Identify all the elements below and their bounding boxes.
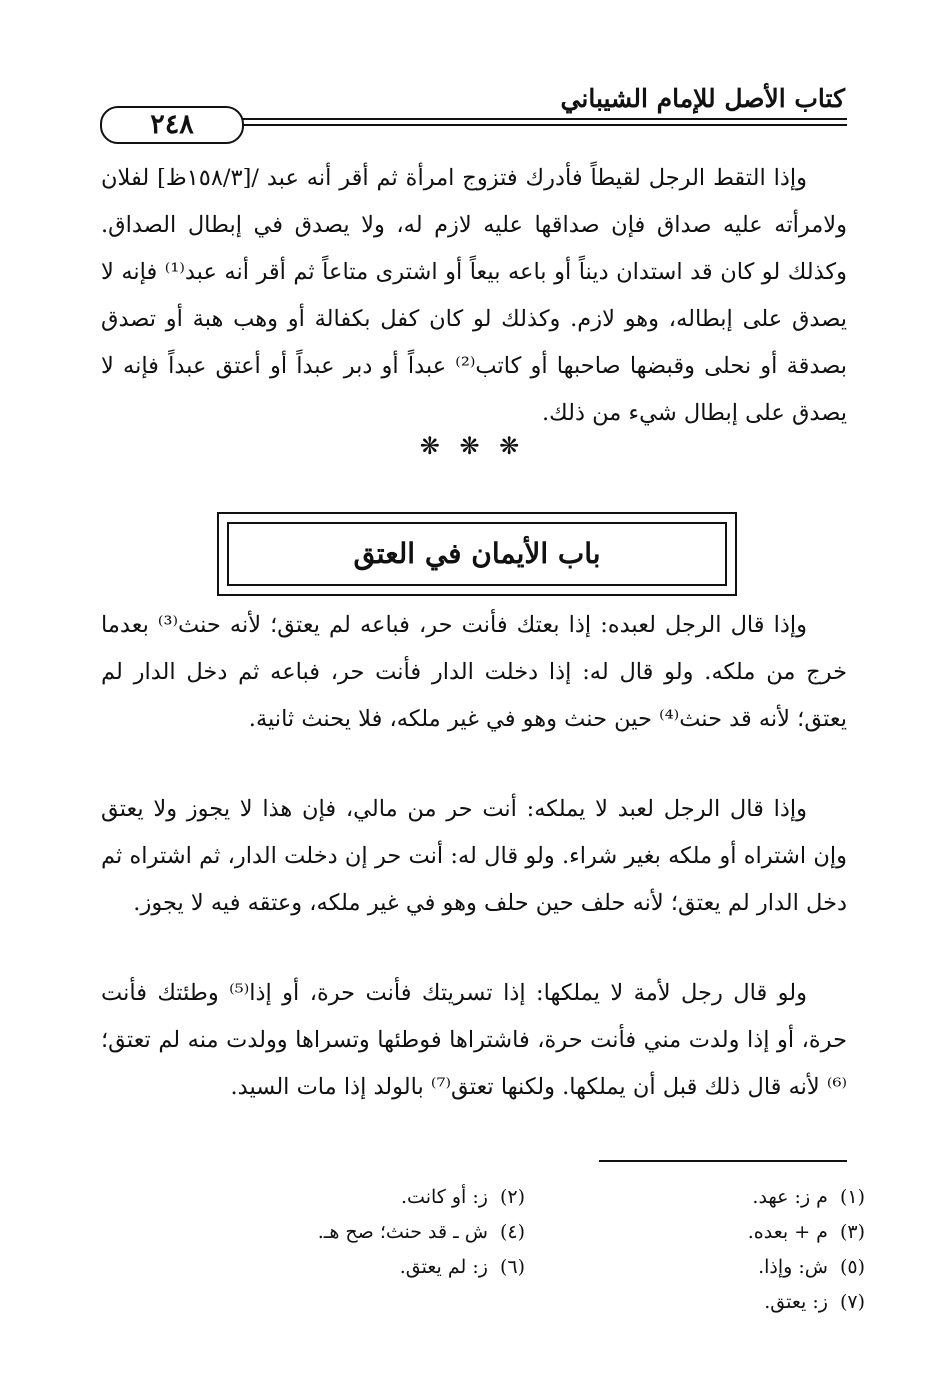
paragraph-3-text: وإذا قال الرجل لعبد لا يملكه: أنت حر من مالي، فإن هذا لا يجوز ولا يعتق وإن اشتراه أو ملكه بغير شراء. ولو قال له: أنت حر إن دخلت الدار، ثم اشتراه ثم دخل الدار لم يعتق؛ لأنه حلف حين حلف وهو في غير ملكه، وعتقه فيه لا يجوز. [101,796,847,916]
footnote-2: (٢)ز: أو كانت. [401,1186,525,1208]
footnote-rule [599,1160,847,1162]
footnote-5: (٥)ش: وإذا. [758,1256,865,1278]
footnote-6: (٦)ز: لم يعتق. [399,1256,525,1278]
footnotes-left-column [185,1180,525,1285]
paragraph-3 [101,786,847,927]
footnotes-right-column [525,1180,865,1320]
paragraph-4-text: ولو قال رجل لأمة لا يملكها: إذا تسريتك فأنت حرة، أو إذا⁽⁵⁾ وطئتك فأنت حرة، أو إذا ولدت مني فأنت حرة، فاشتراها فوطئها وتسراها وولدت منه لم تعتق؛⁽⁶⁾ لأنه قال ذلك قبل أن يملكها. ولكنها تعتق⁽⁷⁾ بالولد إذا مات السيد. [101,980,847,1100]
footnote-4: (٤)ش ـ قد حنث؛ صح هـ. [317,1221,525,1243]
footnote-3: (٣)م + بعده. [747,1221,865,1243]
chapter-title: باب الأيمان في العتق [227,522,727,586]
paragraph-2 [101,602,847,743]
section-separator: ❋ ❋ ❋ [419,432,526,460]
footnote-1: (١)م ز: عهد. [752,1186,865,1208]
chapter-title-frame [217,512,737,596]
paragraph-1 [101,155,847,437]
paragraph-2-text: وإذا قال الرجل لعبده: إذا بعتك فأنت حر، فباعه لم يعتق؛ لأنه حنث⁽³⁾ بعدما خرج من ملكه. ولو قال له: إذا دخلت الدار فأنت حر، فباعه ثم دخل الدار لم يعتق؛ لأنه قد حنث⁽⁴⁾ حين حنث وهو في غير ملكه، فلا يحنث ثانية. [101,612,847,732]
running-title: كتاب الأصل للإمام الشيباني [560,84,845,113]
page-number: ٢٤٨ [100,106,244,144]
paragraph-4 [101,970,847,1111]
footnote-7: (٧)ز: يعتق. [764,1291,865,1313]
paragraph-1-text: وإذا التقط الرجل لقيطاً فأدرك فتزوج امرأة ثم أقر أنه عبد /[١٥٨/٣ظ] لفلان ولامرأته عليه صداق فإن صداقها عليه لازم له، ولا يصدق في إبطال الصداق. وكذلك لو كان قد استدان ديناً أو باعه بيعاً أو اشترى متاعاً ثم أقر أنه عبد⁽¹⁾ فإنه لا يصدق على إبطاله، وهو لازم. وكذلك لو كان كفل بكفالة أو وهب هبة أو تصدق بصدقة أو نحلى وقبضها صاحبها أو كاتب⁽²⁾ عبداً أو دبر عبداً أو أعتق عبداً فإنه لا يصدق على إبطال شيء من ذلك. [101,165,847,426]
